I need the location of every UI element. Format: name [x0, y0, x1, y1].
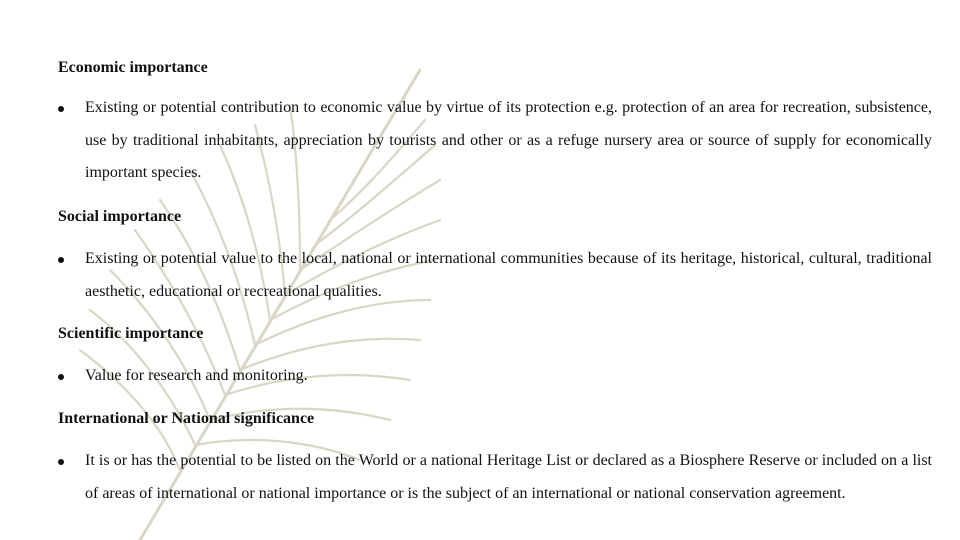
section-heading-social: Social importance — [58, 208, 182, 225]
bullet-point — [58, 459, 64, 465]
bullet-text-social: Existing or potential value to the local, national or international communities because of its heritage, historical, cultural, traditional aesthetic, educational or recreational qualities. — [85, 250, 932, 300]
bullet-point — [58, 374, 64, 380]
bullet-point — [58, 106, 64, 112]
section-heading-significance: International or National significance — [58, 410, 315, 427]
section-heading-scientific: Scientific importance — [58, 325, 204, 342]
bullet-text-significance: It is or has the potential to be listed on the World or a national Heritage List or declared as a Biosphere Reserve or included on a list of areas of international or national importance or is the subject of an international or national conservation agreement. — [85, 452, 932, 502]
section-heading-economic: Economic importance — [58, 59, 208, 76]
bullet-text-scientific: Value for research and monitoring. — [85, 367, 308, 384]
bullet-text-economic: Existing or potential contribution to economic value by virtue of its protection e.g. protection of an area for recreation, subsistence, use by traditional inhabitants, appreciation by tourists and other or as a refuge nursery area or source of supply for economically important species. — [85, 99, 932, 181]
bullet-point — [58, 257, 64, 263]
